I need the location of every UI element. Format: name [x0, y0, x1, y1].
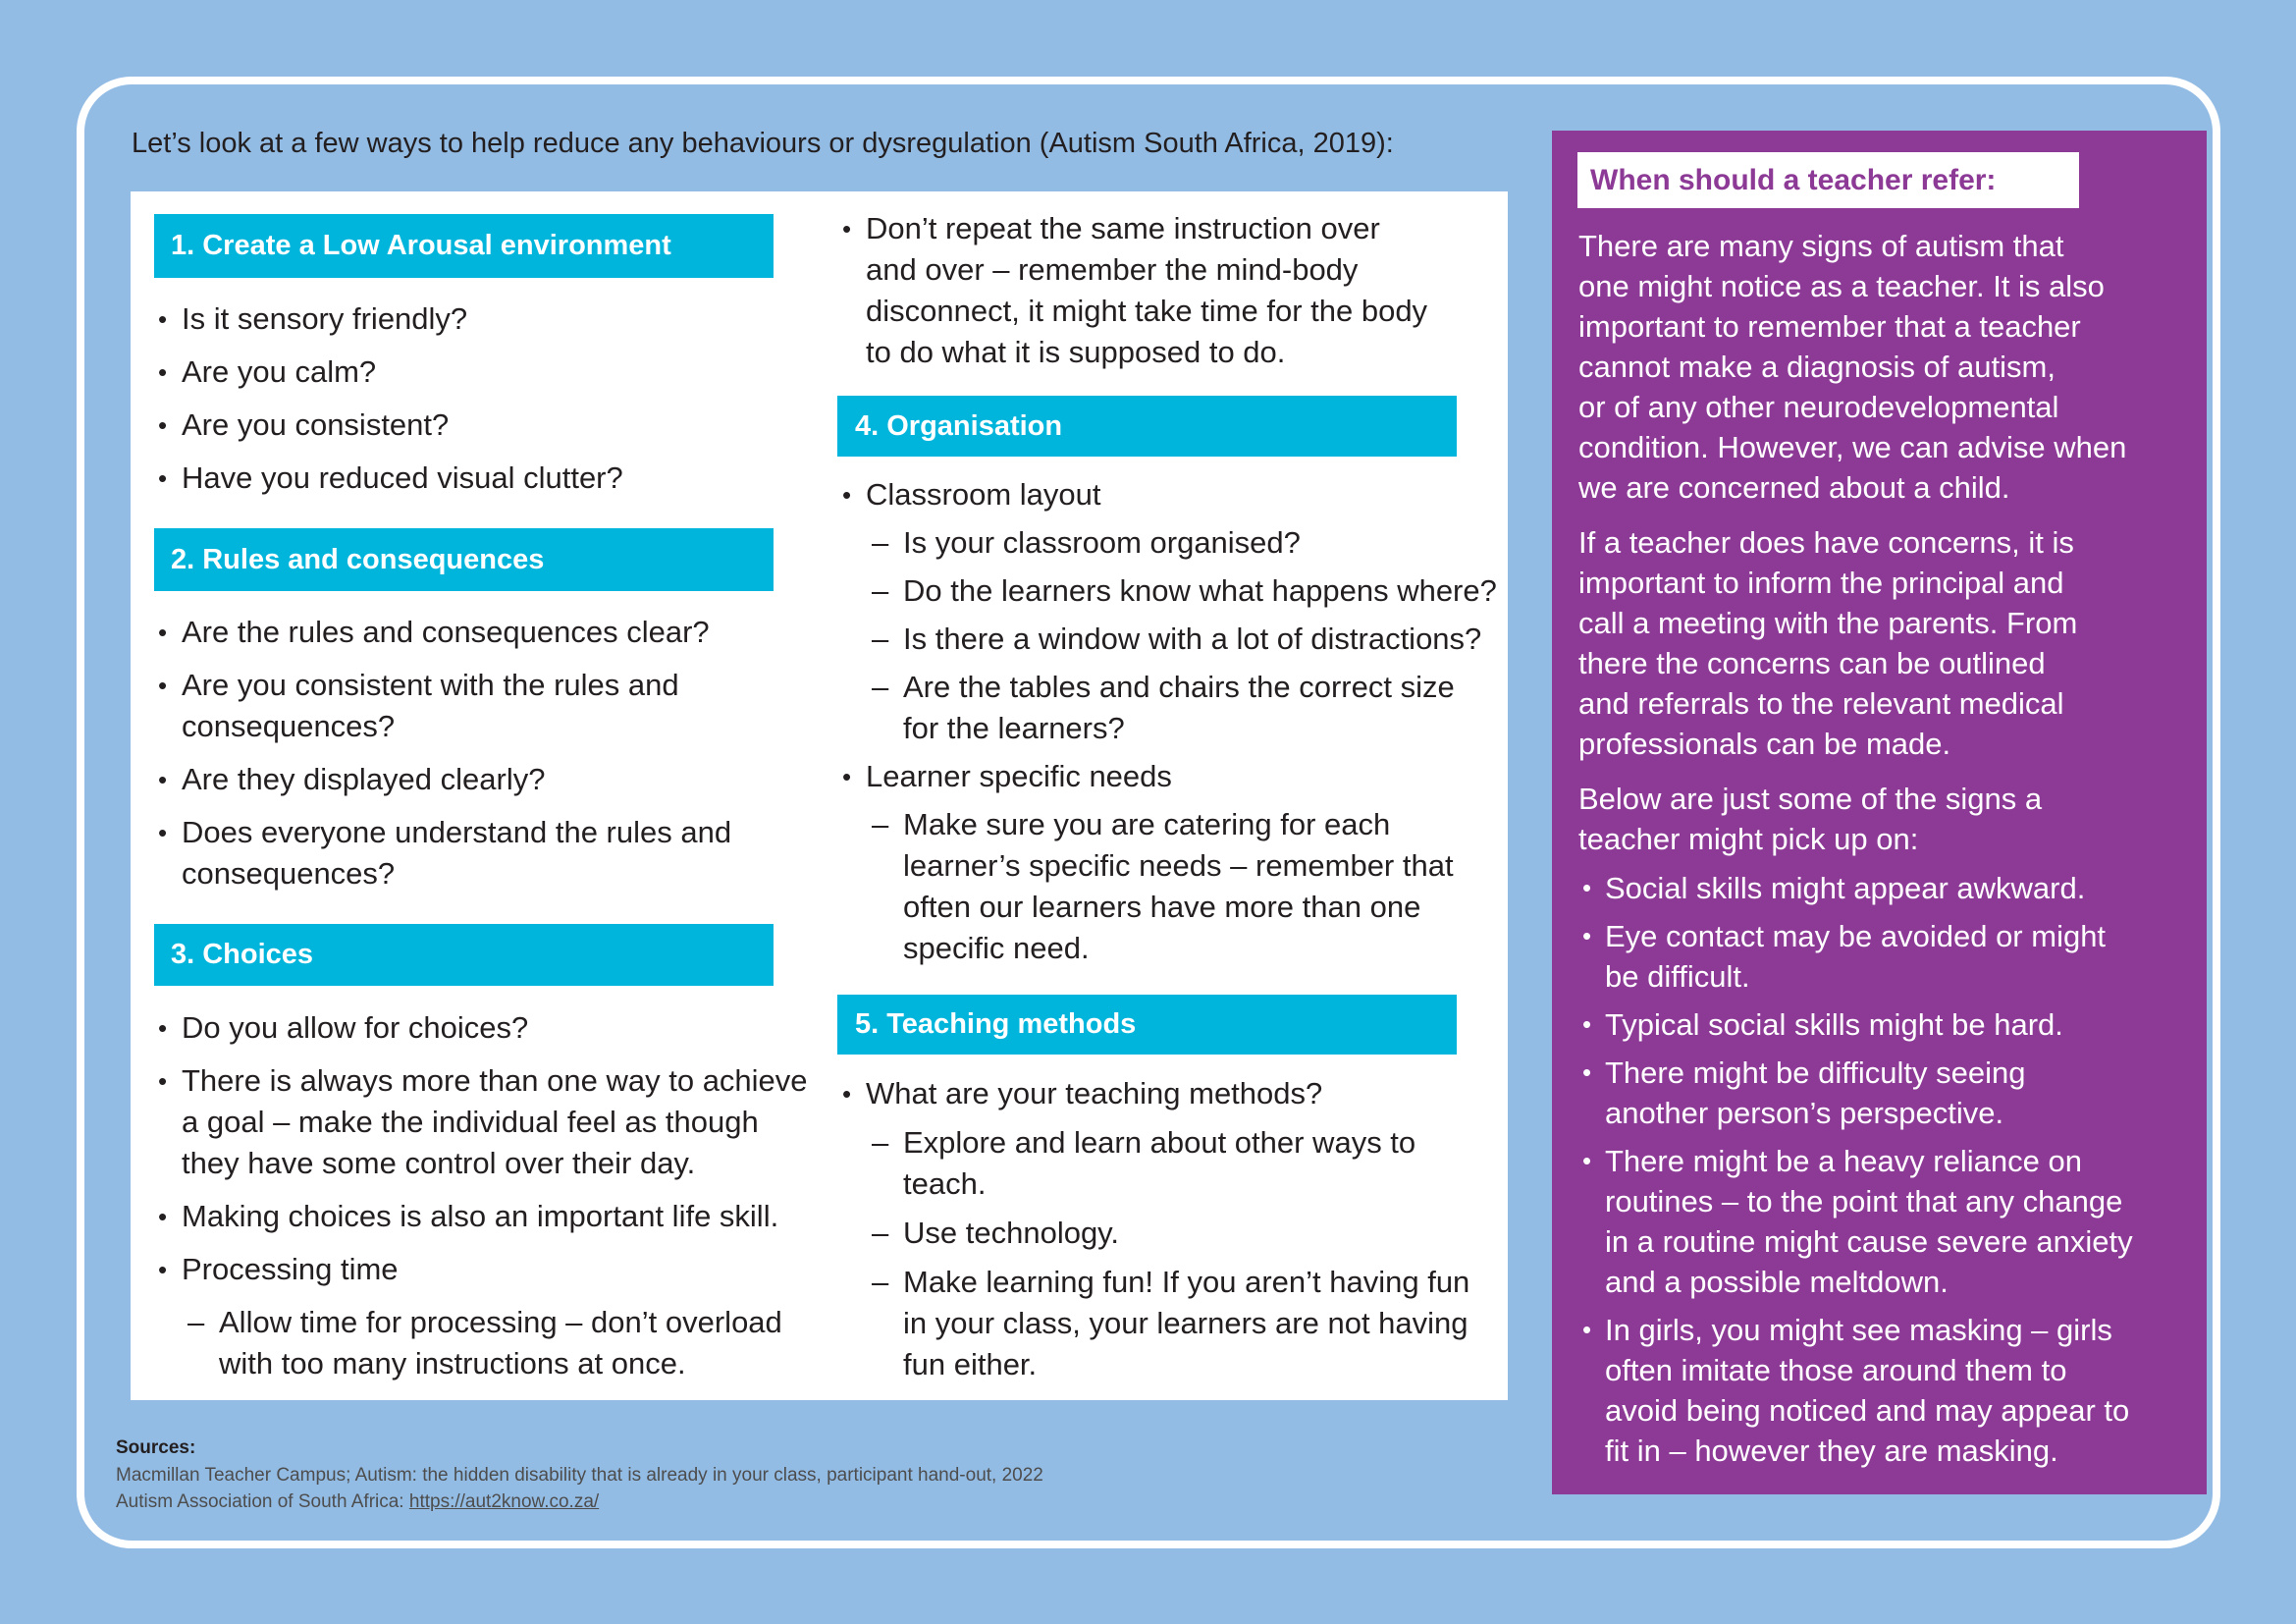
sources-label: Sources: — [116, 1437, 196, 1458]
list-item — [158, 612, 826, 653]
sub-list-item — [872, 804, 1510, 969]
section-list-choices-continued — [842, 208, 1510, 373]
list-item-text: Are you calm? — [182, 354, 377, 389]
list-item — [158, 1060, 826, 1184]
sub-list-item-text: Use technology. — [903, 1216, 1119, 1250]
section-list-organisation — [842, 474, 1510, 969]
sub-list — [872, 1122, 1510, 1385]
list-item-text: Classroom layout — [866, 477, 1101, 512]
sidebar-paragraph: There are many signs of autism that one might notice as a teacher. It is also important to remember that a teacher cannot make a diagnosis of autism, or of any other neurodevelopmental condition. However, we can advise when we are concerned about a child. — [1578, 229, 2127, 505]
source-line: Macmillan Teacher Campus; Autism: the hidden disability that is already in your class, participant hand-out, 2022 — [116, 1464, 1043, 1486]
list-item — [842, 208, 1510, 373]
sub-list-item-text: Make sure you are catering for each learner’s specific needs – remember that often our learners have more than one specific need. — [903, 807, 1454, 965]
list-item — [158, 405, 826, 446]
list-item — [158, 298, 826, 340]
sub-list-item-text: Is there a window with a lot of distractions? — [903, 622, 1482, 656]
list-item-text: Are you consistent? — [182, 407, 450, 442]
section-heading-rules: 2. Rules and consequences — [154, 528, 774, 591]
sub-list-item — [187, 1302, 826, 1384]
sub-list-item — [872, 1262, 1510, 1385]
sidebar-content — [1578, 226, 2201, 1471]
sub-list-item-text: Make learning fun! If you aren’t having fun in your class, your learners are not having fun either. — [903, 1265, 1470, 1381]
source-link[interactable]: https://aut2know.co.za/ — [408, 1491, 600, 1512]
signs-list-item: • In girls, you might see masking – girls often imitate those around them to avoid being noticed and may appear to fit in – however they are masking. — [1582, 1310, 2201, 1471]
section-heading-choices: 3. Choices — [154, 924, 774, 986]
sub-list-item — [872, 570, 1510, 612]
list-item — [158, 1249, 826, 1384]
section-heading-teaching-methods: 5. Teaching methods — [837, 995, 1457, 1055]
list-item-text: Are the rules and consequences clear? — [182, 615, 710, 649]
list-item-text: Making choices is also an important life skill. — [182, 1199, 779, 1233]
list-item-text: Don’t repeat the same instruction over and over – remember the mind-body disconnect, it might take time for the body to do what it is supposed to do. — [866, 211, 1428, 369]
sub-list-item-text: Are the tables and chairs the correct size for the learners? — [903, 670, 1455, 745]
sub-list-item — [872, 522, 1510, 564]
list-item-text: Processing time — [182, 1252, 399, 1286]
section-list-rules — [158, 612, 826, 894]
list-item-text: Do you allow for choices? — [182, 1010, 529, 1045]
list-item-text: Have you reduced visual clutter? — [182, 460, 623, 495]
sub-list — [872, 804, 1510, 969]
sub-list-item — [872, 619, 1510, 660]
sidebar-title: When should a teacher refer: — [1577, 152, 2079, 208]
list-item-text: Are they displayed clearly? — [182, 762, 546, 796]
section-heading-low-arousal: 1. Create a Low Arousal environment — [154, 214, 774, 278]
signs-list-item: • There might be difficulty seeing another person’s perspective. — [1582, 1053, 2201, 1133]
sub-list-item-text: Allow time for processing – don’t overload with too many instructions at once. — [219, 1305, 782, 1380]
list-item — [158, 458, 826, 499]
sub-list-item-text: Is your classroom organised? — [903, 525, 1301, 560]
list-item — [158, 812, 826, 894]
source-line: Autism Association of South Africa: — [116, 1491, 404, 1512]
sidebar-paragraph: If a teacher does have concerns, it is important to inform the principal and call a meeting with the parents. From there the concerns can be outlined and referrals to the relevant medical professionals can be made. — [1578, 525, 2078, 761]
list-item — [158, 665, 826, 747]
sub-list-item — [872, 1213, 1510, 1254]
source-line-with-link — [116, 1489, 1043, 1516]
list-item — [158, 759, 826, 800]
signs-list-item: • Eye contact may be avoided or might be difficult. — [1582, 916, 2201, 997]
signs-list — [1582, 868, 2201, 1471]
sub-list-item-text: Do the learners know what happens where? — [903, 573, 1497, 608]
sub-list-item-text: Explore and learn about other ways to teach. — [903, 1125, 1416, 1201]
section-list-low-arousal — [158, 298, 826, 499]
list-item-text: Does everyone understand the rules and consequences? — [182, 815, 732, 891]
intro-text: Let’s look at a few ways to help reduce any behaviours or dysregulation (Autism South Africa, 2019): — [132, 128, 1394, 159]
sub-list — [187, 1302, 826, 1384]
list-item — [842, 474, 1510, 749]
section-list-teaching-methods — [842, 1073, 1510, 1385]
sub-list-item — [872, 1122, 1510, 1205]
list-item-text: What are your teaching methods? — [866, 1076, 1323, 1110]
sidebar-paragraph: Below are just some of the signs a teacher might pick up on: — [1578, 782, 2043, 856]
section-list-choices — [158, 1007, 826, 1384]
list-item — [158, 1007, 826, 1049]
list-item — [158, 1196, 826, 1237]
signs-list-item: • Typical social skills might be hard. — [1582, 1004, 2201, 1045]
sources-block — [116, 1435, 1043, 1516]
list-item — [842, 756, 1510, 969]
list-item-text: There is always more than one way to achieve a goal – make the individual feel as though they have some control over their day. — [182, 1063, 808, 1180]
list-item-text: Learner specific needs — [866, 759, 1172, 793]
list-item — [842, 1073, 1510, 1385]
list-item-text: Is it sensory friendly? — [182, 301, 468, 336]
sub-list-item — [872, 667, 1510, 749]
list-item-text: Are you consistent with the rules and consequences? — [182, 668, 679, 743]
section-heading-organisation: 4. Organisation — [837, 396, 1457, 457]
list-item — [158, 352, 826, 393]
sub-list — [872, 522, 1510, 749]
signs-list-item: • Social skills might appear awkward. — [1582, 868, 2201, 908]
signs-list-item: • There might be a heavy reliance on routines – to the point that any change in a routine might cause severe anxiety and a possible meltdown. — [1582, 1141, 2201, 1302]
